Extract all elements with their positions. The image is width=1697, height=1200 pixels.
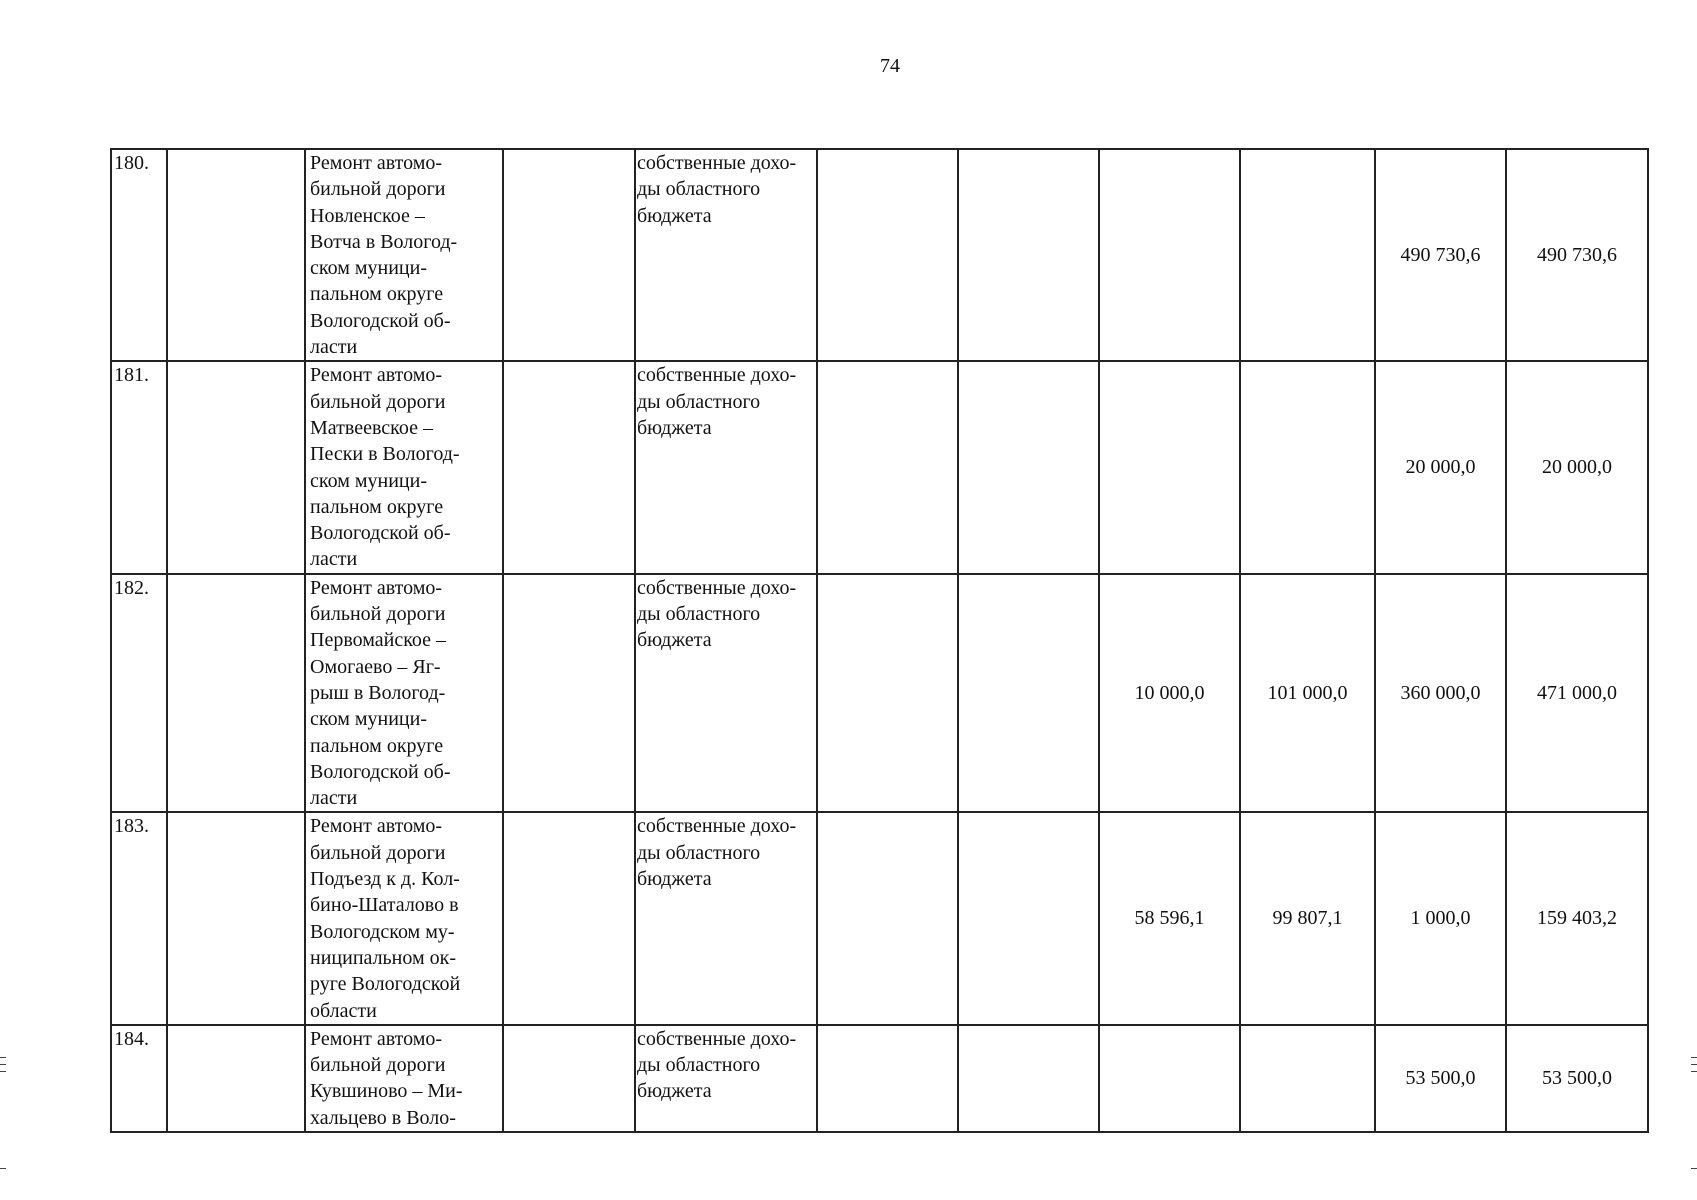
row-number-cell: 181. (111, 361, 167, 573)
object-name-line: пальном округе (310, 495, 444, 518)
amount-cell (817, 574, 958, 813)
object-name-line: Вологодской об- (310, 522, 451, 545)
object-name-line: Кувшиново – Ми- (310, 1080, 463, 1103)
amount-cell: 360 000,0 (1375, 574, 1506, 813)
funding-source-line: собственные дохо- (637, 576, 797, 599)
object-name-cell (305, 574, 503, 813)
empty-cell (503, 149, 635, 361)
scan-edge-mark (1691, 1057, 1697, 1058)
object-name-cell (305, 149, 503, 361)
object-name-line: Ремонт автомо- (310, 815, 443, 838)
object-name-line: бильной дороги (310, 178, 446, 201)
amount-cell (817, 361, 958, 573)
empty-cell (503, 1025, 635, 1132)
funding-source-line: собственные дохо- (637, 364, 797, 387)
funding-source-line: собственные дохо- (637, 1027, 797, 1050)
object-name-line: бильной дороги (310, 841, 446, 864)
object-name-line: руге Вологодской (310, 973, 461, 996)
object-name-line: бильной дороги (310, 390, 446, 413)
object-name-line: Вологодской об- (310, 760, 451, 783)
funding-source-line: ды областного (637, 603, 761, 626)
amount-cell: 20 000,0 (1506, 361, 1648, 573)
object-name-line: Первомайское – (310, 629, 447, 652)
amount-cell: 99 807,1 (1240, 812, 1375, 1024)
scan-edge-mark (0, 1057, 6, 1058)
object-name-line: пальном округе (310, 283, 444, 306)
funding-source-line: бюджета (637, 629, 712, 652)
amount-cell (958, 361, 1099, 573)
scan-edge-mark (0, 1168, 6, 1169)
object-name-line: Омогаево – Яг- (310, 655, 441, 678)
amount-cell (1099, 361, 1240, 573)
empty-cell (167, 1025, 305, 1132)
object-name-cell (305, 1025, 503, 1132)
amount-cell: 490 730,6 (1506, 149, 1648, 361)
table-row (111, 361, 1648, 573)
amount-cell: 20 000,0 (1375, 361, 1506, 573)
row-number-cell: 182. (111, 574, 167, 813)
funding-source-cell (635, 149, 817, 361)
table-row (111, 812, 1648, 1024)
funding-source-line: бюджета (637, 1080, 712, 1103)
object-name-line: Пески в Вологод- (310, 443, 460, 466)
object-name-line: ласти (310, 336, 358, 359)
scan-edge-mark (1691, 1168, 1697, 1169)
object-name-line: бино-Шаталово в (310, 894, 459, 917)
scan-edge-mark (1691, 1071, 1697, 1072)
object-name-line: рыш в Вологод- (310, 681, 446, 704)
object-name-line: ласти (310, 548, 358, 571)
amount-cell (817, 812, 958, 1024)
amount-cell: 471 000,0 (1506, 574, 1648, 813)
object-name-cell (305, 812, 503, 1024)
empty-cell (167, 812, 305, 1024)
funding-source-line: бюджета (637, 204, 712, 227)
funding-source-cell (635, 1025, 817, 1132)
object-name-line: Вологодском му- (310, 920, 455, 943)
empty-cell (167, 149, 305, 361)
object-name-line: хальцево в Воло- (310, 1106, 456, 1129)
funding-source-line: собственные дохо- (637, 152, 797, 174)
object-name-line: бильной дороги (310, 603, 446, 626)
amount-cell: 159 403,2 (1506, 812, 1648, 1024)
funding-source-line: ды областного (637, 1054, 761, 1077)
funding-source-cell (635, 812, 817, 1024)
object-name-line: ском муници- (310, 708, 427, 731)
amount-cell (817, 149, 958, 361)
row-number-cell: 184. (111, 1025, 167, 1132)
budget-table (110, 148, 1649, 1133)
funding-source-line: бюджета (637, 868, 712, 891)
object-name-line: Вотча в Вологод- (310, 230, 458, 253)
amount-cell: 101 000,0 (1240, 574, 1375, 813)
funding-source-line: бюджета (637, 416, 712, 439)
page-number: 74 (880, 55, 900, 77)
amount-cell: 53 500,0 (1375, 1025, 1506, 1132)
scan-edge-mark (1691, 1064, 1697, 1065)
table-row (111, 574, 1648, 813)
amount-cell (958, 812, 1099, 1024)
amount-cell: 1 000,0 (1375, 812, 1506, 1024)
object-name-line: области (310, 999, 377, 1022)
amount-cell (958, 149, 1099, 361)
amount-cell (1240, 1025, 1375, 1132)
amount-cell (1099, 149, 1240, 361)
object-name-line: Матвеевское – (310, 416, 433, 439)
empty-cell (503, 361, 635, 573)
scan-edge-mark (0, 1071, 6, 1072)
funding-source-cell (635, 574, 817, 813)
table-row (111, 1025, 1648, 1132)
object-name-line: Вологодской об- (310, 309, 451, 332)
empty-cell (167, 361, 305, 573)
object-name-line: Подъезд к д. Кол- (310, 868, 460, 891)
object-name-line: ласти (310, 787, 358, 810)
funding-source-line: ды областного (637, 841, 761, 864)
object-name-line: ском муници- (310, 257, 427, 280)
funding-source-line: собственные дохо- (637, 815, 797, 838)
object-name-line: ском муници- (310, 469, 427, 492)
empty-cell (167, 574, 305, 813)
empty-cell (503, 812, 635, 1024)
amount-cell (1240, 361, 1375, 573)
table-row (111, 149, 1648, 361)
object-name-cell (305, 361, 503, 573)
object-name-line: бильной дороги (310, 1054, 446, 1077)
object-name-line: Ремонт автомо- (310, 152, 443, 174)
object-name-line: Ремонт автомо- (310, 364, 443, 387)
amount-cell: 10 000,0 (1099, 574, 1240, 813)
object-name-line: ниципальном ок- (310, 946, 457, 969)
amount-cell: 53 500,0 (1506, 1025, 1648, 1132)
amount-cell (1099, 1025, 1240, 1132)
object-name-line: Ремонт автомо- (310, 576, 443, 599)
row-number-cell: 183. (111, 812, 167, 1024)
amount-cell: 490 730,6 (1375, 149, 1506, 361)
amount-cell: 58 596,1 (1099, 812, 1240, 1024)
amount-cell (958, 574, 1099, 813)
row-number-cell: 180. (111, 149, 167, 361)
amount-cell (817, 1025, 958, 1132)
object-name-line: пальном округе (310, 734, 444, 757)
funding-source-line: ды областного (637, 178, 761, 201)
amount-cell (1240, 149, 1375, 361)
funding-source-line: ды областного (637, 390, 761, 413)
scan-edge-mark (0, 1064, 6, 1065)
object-name-line: Ремонт автомо- (310, 1027, 443, 1050)
empty-cell (503, 574, 635, 813)
object-name-line: Новленское – (310, 204, 425, 227)
funding-source-cell (635, 361, 817, 573)
amount-cell (958, 1025, 1099, 1132)
